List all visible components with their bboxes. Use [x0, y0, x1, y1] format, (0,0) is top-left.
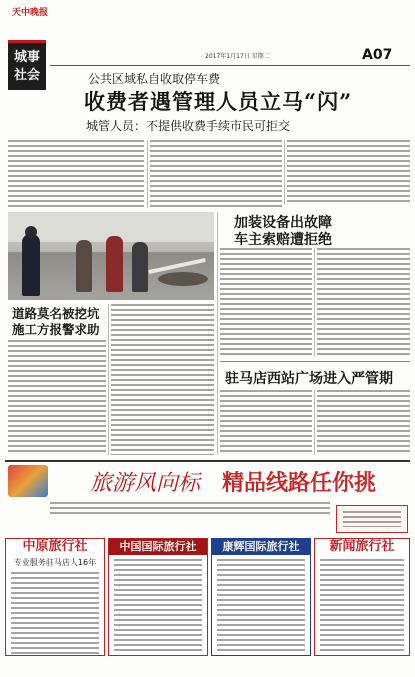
ad-top-rule — [5, 460, 410, 462]
agency-name: 康辉国际旅行社 — [212, 539, 310, 555]
column-rule — [314, 248, 315, 356]
ad-block-agency-2 — [108, 538, 208, 656]
agency-details — [320, 559, 404, 651]
photo-figure-head — [25, 226, 37, 238]
story3-headline-line1: 道路莫名被挖坑 — [12, 306, 100, 321]
photo-figure-officer — [22, 234, 40, 296]
hotline-box — [336, 505, 408, 533]
story2-body-column-2 — [317, 248, 410, 356]
agency-name: 中国国际旅行社 — [109, 539, 207, 555]
agency-name: 新闻旅行社 — [329, 539, 395, 554]
lead-subhead: 城管人员：不提供收费手续市民可拒交 — [86, 119, 291, 133]
column-rule — [217, 212, 218, 455]
agency-details — [217, 559, 305, 651]
agency-tagline: 专业服务驻马店人16年 — [13, 558, 97, 567]
agency-details — [11, 572, 99, 654]
photo-figure-person — [132, 242, 148, 292]
agency-name: 中原旅行社 — [22, 539, 88, 554]
lead-body-column-1 — [8, 140, 144, 208]
column-rule — [108, 304, 109, 455]
paper-name: 天中晚报 — [12, 8, 49, 18]
story2-headline-line1: 加装设备出故障 — [234, 215, 332, 231]
story4-headline: 驻马店西站广场进入严管期 — [225, 371, 393, 387]
ad-block-agency-1 — [5, 538, 105, 656]
column-rule — [284, 140, 285, 204]
lead-headline: 收费者遇管理人员立马“闪” — [84, 89, 353, 114]
ad-intro-text — [50, 502, 330, 514]
story4-body-column-2 — [317, 390, 410, 455]
ad-block-agency-3 — [211, 538, 311, 656]
page-number: A07 — [362, 47, 393, 63]
header-rule — [50, 65, 410, 66]
ad-banner-slogan: 精品线路任你挑 — [222, 471, 377, 496]
hotline-text — [343, 511, 401, 527]
lead-body-column-3 — [287, 140, 410, 202]
news-photo — [8, 212, 214, 300]
story3-body-column-2 — [111, 304, 214, 455]
agency-details — [114, 559, 202, 651]
section-label-line1: 城事 — [13, 49, 40, 65]
story3-headline-line2: 施工方报警求助 — [12, 322, 100, 337]
story3-body-column-1 — [8, 340, 106, 455]
lead-body-column-2 — [150, 140, 282, 208]
photo-figure-person — [76, 240, 92, 292]
photo-dug-hole — [158, 272, 208, 286]
story4-body-column-1 — [220, 390, 312, 455]
column-rule — [314, 390, 315, 455]
ad-banner-title: 旅游风向标 — [90, 471, 201, 496]
ad-block-agency-4 — [314, 538, 410, 656]
section-badge — [8, 40, 46, 90]
story2-body-column-1 — [220, 248, 312, 356]
story-divider — [220, 361, 410, 362]
section-label-line2: 社会 — [13, 67, 40, 83]
travel-logo — [8, 465, 48, 497]
story2-headline-line2: 车主索赔遭拒绝 — [234, 232, 332, 248]
lead-kicker: 公共区域私自收取停车费 — [88, 72, 221, 86]
photo-figure-person — [106, 236, 123, 292]
dateline: 2017年1月17日 星期二 — [205, 53, 270, 60]
column-rule — [147, 140, 148, 208]
